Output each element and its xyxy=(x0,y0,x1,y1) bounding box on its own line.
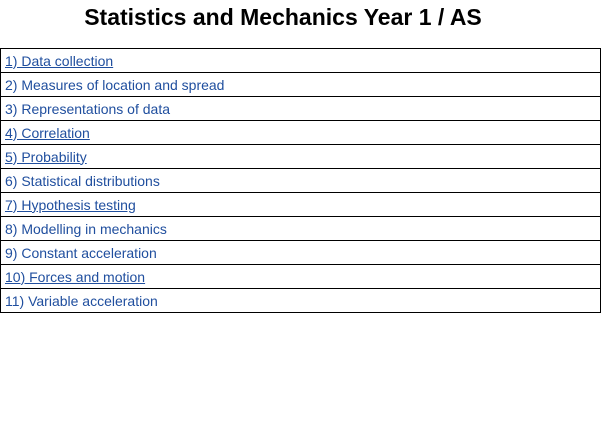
topic-label[interactable]: 2) Measures of location and spread xyxy=(5,76,225,93)
list-item xyxy=(1,97,601,121)
topic-label[interactable]: 1) Data collection xyxy=(5,52,114,69)
topic-modelling-in-mechanics[interactable] xyxy=(1,217,601,241)
topic-label[interactable]: 8) Modelling in mechanics xyxy=(5,220,167,237)
topic-representations-of-data[interactable] xyxy=(1,97,601,121)
topic-constant-acceleration[interactable] xyxy=(1,241,601,265)
topic-link-data-collection[interactable] xyxy=(1,49,601,73)
list-item xyxy=(1,217,601,241)
topic-measures-of-location-and-spread[interactable] xyxy=(1,73,601,97)
list-item xyxy=(1,265,601,289)
topic-variable-acceleration[interactable] xyxy=(1,289,601,313)
topic-link-correlation[interactable] xyxy=(1,121,601,145)
topic-list xyxy=(0,48,601,313)
list-item xyxy=(1,241,601,265)
page-title: Statistics and Mechanics Year 1 / AS xyxy=(84,4,482,30)
list-item xyxy=(1,145,601,169)
list-item xyxy=(1,121,601,145)
topic-label[interactable]: 6) Statistical distributions xyxy=(5,172,160,189)
list-item xyxy=(1,193,601,217)
topic-statistical-distributions[interactable] xyxy=(1,169,601,193)
list-item xyxy=(1,289,601,313)
topic-label[interactable]: 3) Representations of data xyxy=(5,100,170,117)
topic-link-forces-and-motion[interactable] xyxy=(1,265,601,289)
list-item xyxy=(1,49,601,73)
topic-label[interactable]: 4) Correlation xyxy=(5,124,90,141)
topic-label[interactable]: 11) Variable acceleration xyxy=(5,292,158,309)
topic-link-probability[interactable] xyxy=(1,145,601,169)
list-item xyxy=(1,73,601,97)
topic-link-hypothesis-testing[interactable] xyxy=(1,193,601,217)
topic-label[interactable]: 5) Probability xyxy=(5,148,87,165)
topic-label[interactable]: 7) Hypothesis testing xyxy=(5,196,136,213)
topic-label[interactable]: 9) Constant acceleration xyxy=(5,244,157,261)
topic-label[interactable]: 10) Forces and motion xyxy=(5,268,146,285)
list-item xyxy=(1,169,601,193)
